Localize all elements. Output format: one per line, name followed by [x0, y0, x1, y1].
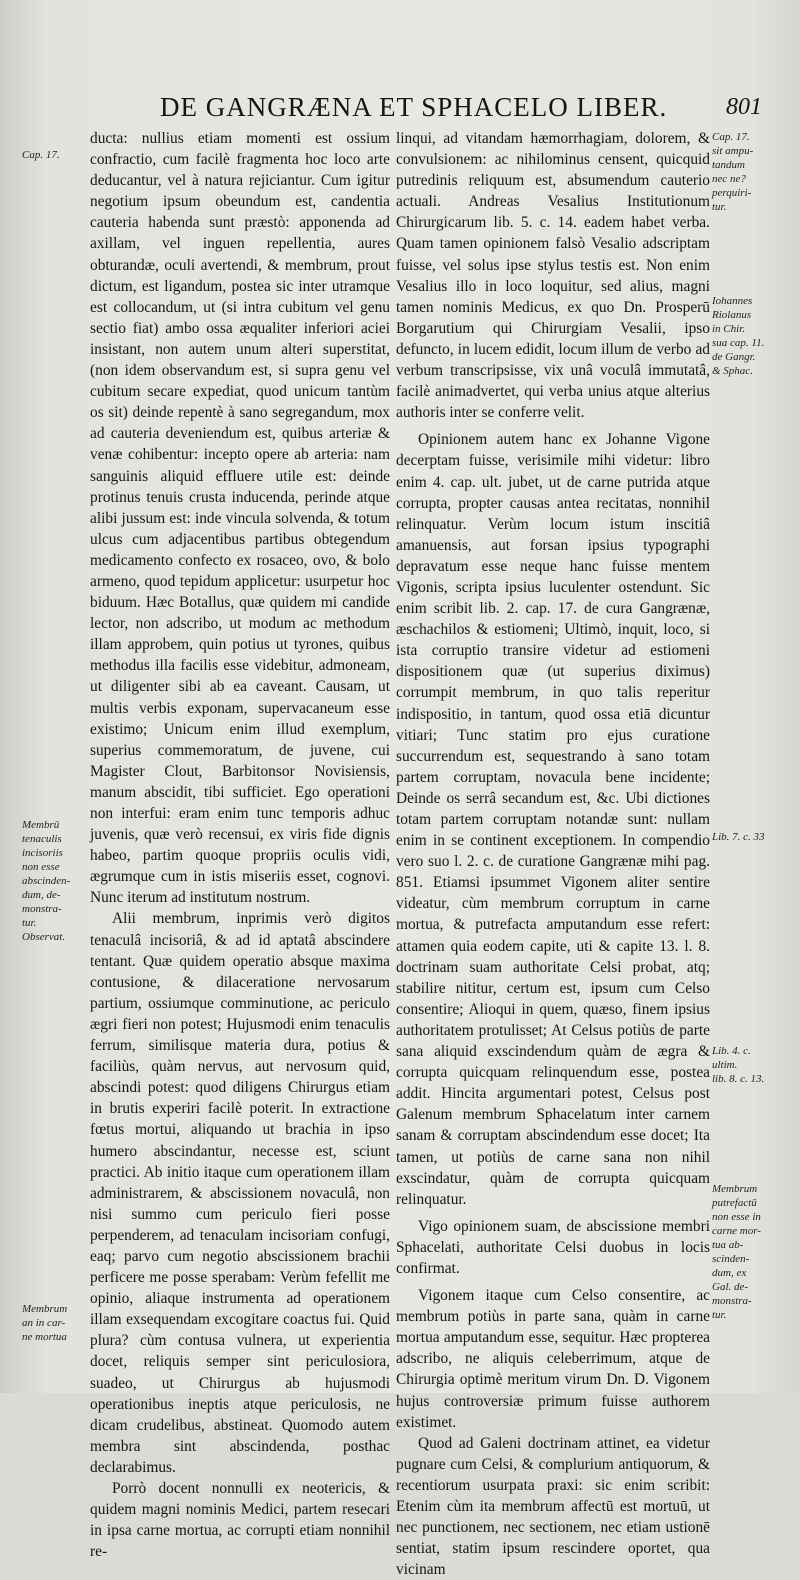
- margin-note: Iohannes Riolanus in Chir. sua cap. 11. de Gangr. & Sphac.: [712, 295, 765, 377]
- page-header: [130, 92, 770, 122]
- running-title: DE GANGRÆNA ET SPHACELO LIBER.: [160, 92, 668, 122]
- right-column: [396, 128, 710, 1580]
- margin-note: Lib. 7. c. 33: [712, 831, 765, 843]
- paragraph: Opinionem autem hanc ex Johanne Vigone decerptam fuisse, verisimile mihi videtur: libro enim 4. cap. ult. jubet, ut de carne putrida atque corrupta, propter causas antea recitatas, nonnihil relinquatur. Verùm locum istum inscitiâ amanuensis, aut forsan ipsius typographi depravatum esse neque hanc fuisse mentem Vigonis, scripta ipsius luculenter ostendunt. Sic enim scribit lib. 2. cap. 17. de cura Gangrænæ, æschachilos & estiomeni; Ultimò, inquit, loco, si ista corruptio transire videtur ad estiomeni dispositionem quæ (ut superius diximus) corrumpit membrum, in quo talis reperitur indispositio, in tantum, quod ossa etiā dicuntur vitiari; Tunc statim pro ejus curatione succurrendum est, sequestrando à sano totam partem corruptam, novacula bene incidente; Deinde os serrâ secandum est, &c. Ubi dictiones totam partem corruptam notandæ sunt: nullam enim in se continent exceptionem. In compendio vero suo l. 2. c. de curatione Gangrænæ mihi pag. 851. Etiamsi ipsummet Vigonem aliter sentire videatur, cùm membrum corruptum in carne mortua, & putrefacta amputandum esse refert: attamen quia eodem capite, uti & capite 13. l. 8. doctrinam suam authoritate Celsi probat, atq; stabilire nititur, certum est, ipsum cum Celso consentire; Alioqui in quem, quæso, finem ipsius authoritatem protulisset; At Celsus potiùs de parte sana aliquid exscindendum quàm de ægra & corrupta quicquam relinquendum esse, postea addit. Hincita argumentari potest, Celsus post Galenum membrum Sphacelatum inter carnem sanam & corruptam abscindendum esse docet; Ita tamen, ut potiùs de carne sana non nihil exscindatur, quàm de corrupta quicquam relinquatur.: [396, 431, 710, 1208]
- margin-note: Membrum putrefactū non esse in carne mor- tua ab- scinden- dum, ex Gal. de- monstra- tur.: [712, 1183, 761, 1321]
- page-number: 801: [726, 94, 762, 120]
- paragraph: Alii membrum, inprimis verò digitos tenaculâ incisoriâ, & ad id aptatâ abscindere tentant. Quæ quidem operatio absque maxima contusione, & dilaceratione nervosarum partium, ossiumque comminutione, ac periculo ægri fieri non potest; Hujusmodi enim tenaculis ferrum, similisque materia dura, potius & faciliùs, quàm nervus, aut nervosum quid, abscindi potest: quod diligens Chirurgus etiam in brutis experiri facilè poterit. In extractione fœtus mortui, aliquando ut brachia in ipso humero abscindantur, necesse est, sciunt practici. Ab initio itaque cum operationem illam administrarem, & abscissionem novaculâ, non nisi summo cum periculo fieri posse perpenderem, ad tenaculam incisoriam confugi, eaq; parvo cum negotio abscissionem brachii perficere me posse sperabam: Verùm fefellit me opinio, aliaque instrumenta ad operationem illam exsequendam excogitare coactus fui. Quid plura? cùm contusa vulnera, ut experientia docet, reliquis semper sint periculosiora, suadeo, ut Chirurgus ab hujusmodi operationibus ineptis atque periculosis, ne dicam crudelibus, abstineat. Quomodo autem membra sint abscindenda, posthac declarabimus.: [90, 910, 390, 1476]
- paragraph: ducta: nullius etiam momenti est ossium confractio, cum facilè fragmenta hoc loco arte deducantur, vel à natura rejiciantur. Cum igitur negotium ipsum obeundum est, candentia cauteria habenda sunt præstò: apponenda ad axillam, vel inguen repellentia, aures obturandæ, oculi avertendi, & membrum, prout dictum, est ligandum, postea sic inter utramque est collocandum, ut (si intra cubitum vel genu sectio fiat) ambo ossa æqualiter inferiori aciei insistant, non autem unum alteri superstitat, (non idem observandum est, si supra genu vel cubitum secare expediat, quod unicum tantùm os sit) deinde repentè à sano segregandum, mox ad cauteria deveniendum est, quibus arteriæ & venæ cohibentur: incepto opere ab arteria: nam sanguinis aliquid effluere utile est: deinde protinus tenuis crusta inducenda, perinde atque alibi jussum est: inde vincula solvenda, & totum ulcus cum adjacentibus partibus obtegendum medicamento confecto ex rosaceo, ovo, & bolo armeno, quod tepidum applicetur: usurpetur hoc biduum. Hæc Botallus, quæ quidem mi candide lector, non adscribo, ut modum ac methodum illam approbem, quin potius ut tyrones, quibus methodus illa facilis esse videbitur, admoneam, ut diligenter sibi ab ea caveant. Causam, ut multis verbis exponam, supervacaneum esse existimo; Unicum enim illud exemplum, superius commemoratum, de juvene, cui Magister Clout, Barbitonsor Novisiensis, manum abscidit, tibi sufficiet. Ego operationi non interfui: eram enim tunc temporis adhuc juvenis, quæ verò recensui, ex viris fide dignis habeo, partim quoque propriis oculis vidi, ægrumque cum in istis miseriis esset, cognovi. Nunc iterum ad institutum nostrum.: [90, 130, 390, 907]
- paragraph: Quod ad Galeni doctrinam attinet, ea videtur pugnare cum Celsi, & complurium antiquorum, & recentiorum usurpata praxi: sic enim scribit: Etenim cùm ita membrum affectū est mortuū, ut nec punctionem, nec sectionem, nec etiam ustionē sentiat, statim ipsum rescindere oportet, qua vicinam: [396, 1434, 710, 1579]
- paragraph: linqui, ad vitandam hæmorrhagiam, dolorem, & convulsionem: ac nihilominus censent, quicquid putredinis reliquum est, absumendum cauterio actuali. Andreas Vesalius Institutionum Chirurgicarum lib. 5. c. 14. eadem habet verba. Quam tamen opinionem falsò Vesalio adscriptam fuisse, vel solus ipse stylus testis est. Non enim Vesalius illo in loco loquitur, sed alius, magni tamen nominis Medicus, ex quo Dn. Prosperū Borgarutium qui Chirurgiam Vesalii, ipso defuncto, in lucem edidit, locum illum de verbo ad verbum transcripsisse, vix unâ voculâ immutatâ, facilè animadvertet, qui verba unius atque alterius authoris inter se conferre velit.: [396, 130, 710, 422]
- paragraph: Vigonem itaque cum Celso consentire, ac membrum potiùs in parte sana, quàm in carne mortua amputandum esse, sequitur. Hæc propterea adscribo, ne aliquis celeberrimum, atque de Chirurgia optimè meritum virum Dn. D. Vigonem hujus controversiæ primum fuisse authorem existimet.: [396, 1287, 710, 1431]
- margin-note: Membrum an in car- ne mortua: [22, 1303, 68, 1343]
- margin-note: Observat.: [22, 931, 66, 943]
- margin-note: Lib. 4. c. ultim. lib. 8. c. 13.: [712, 1045, 765, 1085]
- margin-note: Cap. 17. sit ampu- tandum nec ne? perquiri- tur.: [712, 131, 754, 213]
- margin-note: Membrū tenaculis incisoriis non esse abscinden- dum, de- monstra- tur.: [22, 819, 71, 929]
- paragraph: Vigo opinionem suam, de abscissione membri Sphacelati, authoritate Celsi duobus in locis confirmat.: [396, 1217, 710, 1277]
- left-column: [90, 128, 390, 1562]
- margin-note: Cap. 17.: [22, 149, 60, 161]
- paragraph: Porrò docent nonnulli ex neotericis, & quidem magni nominis Medici, partem resecari in ipsa carne mortua, ac corrupti etiam nonnihil re-: [90, 1480, 390, 1561]
